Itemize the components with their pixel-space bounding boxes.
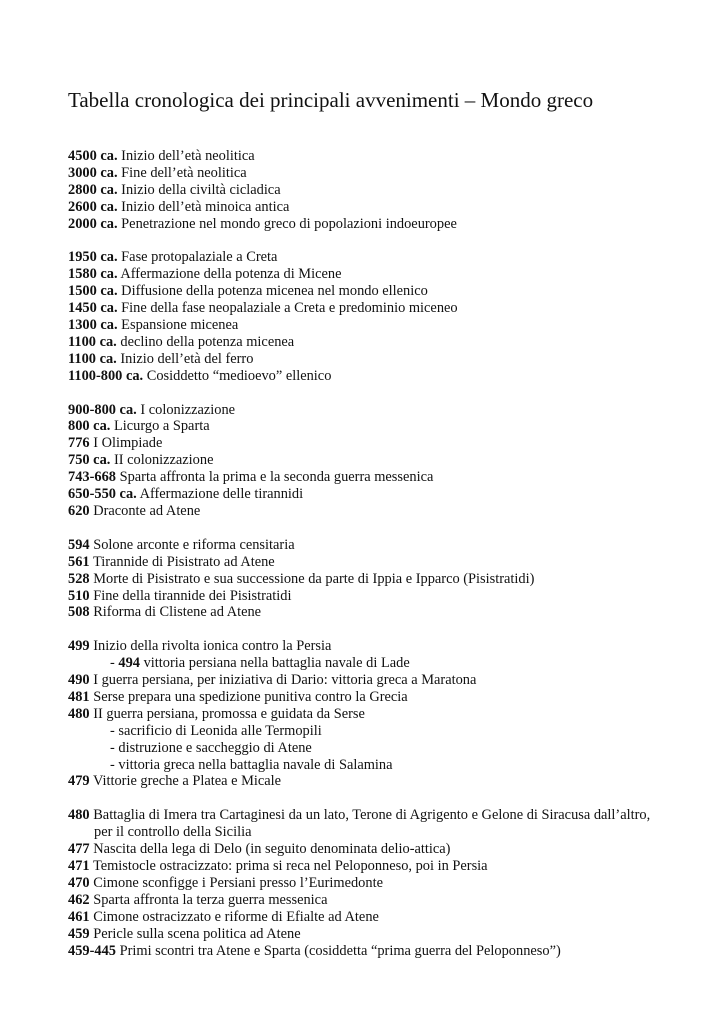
chronology-subentry xyxy=(68,723,708,740)
entry-text: sacrificio di Leonida alle Termopili xyxy=(118,722,322,739)
chronology-group xyxy=(68,402,708,520)
entry-date: 480 xyxy=(68,807,90,824)
chronology-entry xyxy=(68,351,708,368)
chronology-subentry xyxy=(68,757,708,774)
chronology-entry xyxy=(68,943,708,960)
chronology-entry xyxy=(68,554,708,571)
entry-text: Inizio dell’età minoica antica xyxy=(121,198,290,215)
entry-date: 650-550 ca. xyxy=(68,486,137,503)
chronology-entry xyxy=(68,148,708,165)
entry-text: Diffusione della potenza micenea nel mondo ellenico xyxy=(121,283,428,300)
subentry-dash: - xyxy=(110,655,119,672)
chronology-entry xyxy=(68,588,708,605)
chronology-entry xyxy=(68,266,708,283)
chronology-group xyxy=(68,537,708,622)
entry-date: 1100 ca. xyxy=(68,350,117,367)
entry-date: 2800 ca. xyxy=(68,181,118,198)
entry-text: Fine della fase neopalaziale a Creta e predominio miceneo xyxy=(121,300,458,317)
chronology-group xyxy=(68,148,708,233)
entry-text: II guerra persiana, promossa e guidata da Serse xyxy=(93,705,365,722)
chronology-entry xyxy=(68,638,708,655)
entry-text: distruzione e saccheggio di Atene xyxy=(118,739,312,756)
entry-date: 1100 ca. xyxy=(68,333,117,350)
chronology-subentry xyxy=(68,655,708,672)
chronology-list xyxy=(68,148,708,976)
entry-date: 461 xyxy=(68,908,90,925)
entry-date: 561 xyxy=(68,553,90,570)
entry-date: 480 xyxy=(68,705,90,722)
entry-text: Sparta affronta la prima e la seconda guerra messenica xyxy=(119,469,434,486)
entry-date: 594 xyxy=(68,536,90,553)
chronology-entry xyxy=(68,773,708,790)
entry-date: 462 xyxy=(68,891,90,908)
chronology-entry xyxy=(68,503,708,520)
chronology-entry xyxy=(68,537,708,554)
entry-date: 1580 ca. xyxy=(68,266,118,283)
entry-date: 620 xyxy=(68,503,90,519)
entry-text: Fine dell’età neolitica xyxy=(121,164,247,181)
chronology-entry xyxy=(68,841,708,858)
entry-text: Sparta affronta la terza guerra messenica xyxy=(93,891,328,908)
chronology-entry xyxy=(68,604,708,621)
entry-date: 471 xyxy=(68,857,90,874)
entry-text: Fase protopalaziale a Creta xyxy=(121,249,278,266)
entry-date: 494 xyxy=(118,655,140,672)
chronology-entry xyxy=(68,402,708,419)
entry-text: Temistocle ostracizzato: prima si reca nel Peloponneso, poi in Persia xyxy=(92,857,488,874)
entry-text: Battaglia di Imera tra Cartaginesi da un lato, Terone di Agrigento e Gelone di Siracusa dall’altro, per il controllo della Sicilia xyxy=(93,807,651,841)
entry-text: Espansione micenea xyxy=(121,317,239,334)
entry-text: Inizio della rivolta ionica contro la Persia xyxy=(93,638,332,655)
entry-text: Primi scontri tra Atene e Sparta (cosiddetta “prima guerra del Peloponneso”) xyxy=(119,942,561,959)
entry-text: Riforma di Clistene ad Atene xyxy=(93,604,262,621)
entry-date: 481 xyxy=(68,688,90,705)
entry-date: 750 ca. xyxy=(68,452,111,469)
subentry-dash: - xyxy=(110,756,119,773)
entry-text: Inizio della civiltà cicladica xyxy=(121,181,281,198)
entry-text: Affermazione delle tirannidi xyxy=(139,486,304,503)
chronology-entry xyxy=(68,283,708,300)
entry-date: 1450 ca. xyxy=(68,300,118,317)
entry-date: 499 xyxy=(68,638,90,655)
chronology-entry xyxy=(68,672,708,689)
entry-date: 508 xyxy=(68,604,90,621)
entry-date: 459 xyxy=(68,925,90,942)
entry-text: Draconte ad Atene xyxy=(93,503,201,519)
entry-text: I guerra persiana, per iniziativa di Dario: vittoria greca a Maratona xyxy=(93,672,477,689)
chronology-group xyxy=(68,807,708,959)
page-title: Tabella cronologica dei principali avvenimenti – Mondo greco xyxy=(68,88,594,112)
entry-date: 528 xyxy=(68,570,90,587)
chronology-entry xyxy=(68,706,708,723)
chronology-entry xyxy=(68,469,708,486)
chronology-entry xyxy=(68,807,654,841)
entry-date: 1950 ca. xyxy=(68,249,118,266)
entry-text: Inizio dell’età del ferro xyxy=(120,350,254,367)
chronology-entry xyxy=(68,435,708,452)
entry-date: 2000 ca. xyxy=(68,215,118,232)
entry-date: 800 ca. xyxy=(68,418,111,435)
chronology-entry xyxy=(68,334,708,351)
chronology-entry xyxy=(68,858,708,875)
entry-text: vittoria greca nella battaglia navale di Salamina xyxy=(118,756,393,773)
entry-date: 900-800 ca. xyxy=(68,401,137,418)
entry-date: 776 xyxy=(68,435,90,452)
entry-date: 490 xyxy=(68,672,90,689)
chronology-entry xyxy=(68,452,708,469)
chronology-entry xyxy=(68,909,708,926)
entry-text: Inizio dell’età neolitica xyxy=(121,148,255,164)
entry-date: 2600 ca. xyxy=(68,198,118,215)
entry-date: 4500 ca. xyxy=(68,148,118,164)
entry-text: Serse prepara una spedizione punitiva contro la Grecia xyxy=(93,688,408,705)
chronology-entry xyxy=(68,165,708,182)
entry-text: Morte di Pisistrato e sua successione da parte di Ippia e Ipparco (Pisistratidi) xyxy=(93,570,535,587)
entry-text: I colonizzazione xyxy=(140,401,236,418)
entry-text: Nascita della lega di Delo (in seguito denominata delio-attica) xyxy=(93,841,451,858)
entry-text: Vittorie greche a Platea e Micale xyxy=(92,773,282,790)
chronology-subentry xyxy=(68,740,708,757)
entry-text: Pericle sulla scena politica ad Atene xyxy=(93,925,301,942)
chronology-entry xyxy=(68,249,708,266)
entry-date: 510 xyxy=(68,587,90,604)
entry-date: 1500 ca. xyxy=(68,283,118,300)
entry-text: vittoria persiana nella battaglia navale di Lade xyxy=(143,655,410,672)
entry-text: Cimone ostracizzato e riforme di Efialte ad Atene xyxy=(93,908,379,925)
chronology-entry xyxy=(68,199,708,216)
entry-text: I Olimpiade xyxy=(93,435,163,452)
chronology-entry xyxy=(68,300,708,317)
chronology-entry xyxy=(68,486,708,503)
chronology-group xyxy=(68,638,708,790)
entry-text: Solone arconte e riforma censitaria xyxy=(93,536,295,553)
entry-date: 1300 ca. xyxy=(68,317,118,334)
entry-text: Tirannide di Pisistrato ad Atene xyxy=(92,553,275,570)
chronology-entry xyxy=(68,689,708,706)
entry-date: 3000 ca. xyxy=(68,164,118,181)
entry-text: Affermazione della potenza di Micene xyxy=(120,266,342,283)
entry-date: 479 xyxy=(68,773,90,790)
chronology-entry xyxy=(68,182,708,199)
entry-text: Fine della tirannide dei Pisistratidi xyxy=(93,587,292,604)
chronology-entry xyxy=(68,418,708,435)
subentry-dash: - xyxy=(110,722,119,739)
entry-text: Licurgo a Sparta xyxy=(113,418,210,435)
entry-date: 477 xyxy=(68,841,90,858)
chronology-group xyxy=(68,249,708,384)
entry-text: Penetrazione nel mondo greco di popolazioni indoeuropee xyxy=(121,215,457,232)
entry-date: 743-668 xyxy=(68,469,116,486)
chronology-entry xyxy=(68,368,708,385)
chronology-entry xyxy=(68,317,708,334)
entry-text: Cimone sconfigge i Persiani presso l’Eurimedonte xyxy=(93,874,383,891)
subentry-dash: - xyxy=(110,739,119,756)
entry-date: 1100-800 ca. xyxy=(68,367,144,384)
entry-text: Cosiddetto “medioevo” ellenico xyxy=(146,367,332,384)
entry-text: II colonizzazione xyxy=(113,452,214,469)
chronology-entry xyxy=(68,892,708,909)
chronology-entry xyxy=(68,875,708,892)
entry-date: 459-445 xyxy=(68,942,116,959)
chronology-entry xyxy=(68,216,708,233)
chronology-entry xyxy=(68,571,708,588)
chronology-entry xyxy=(68,926,708,943)
entry-text: declino della potenza micenea xyxy=(120,333,295,350)
entry-date: 470 xyxy=(68,874,90,891)
